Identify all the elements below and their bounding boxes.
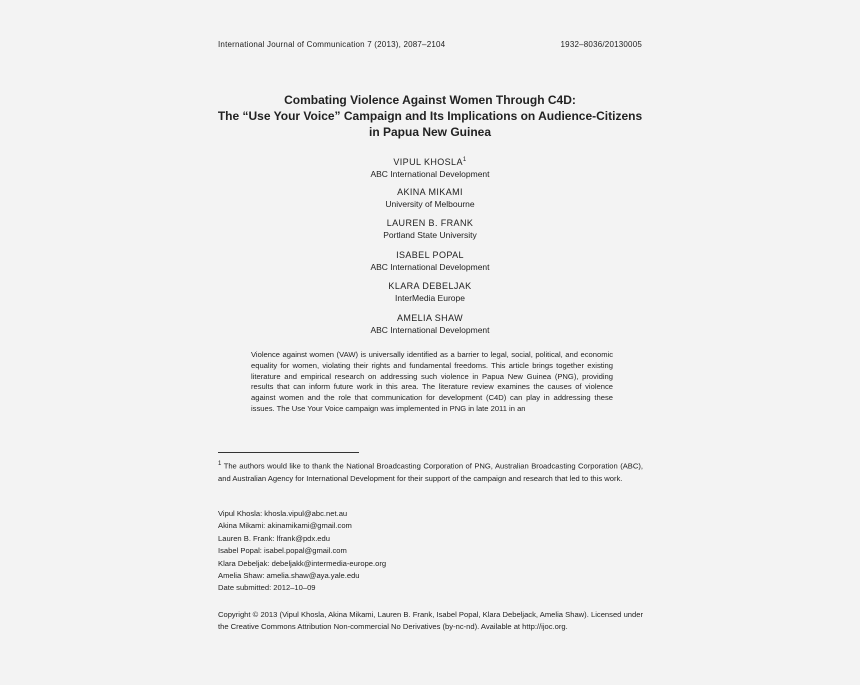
journal-citation: International Journal of Communication 7 (2013), 2087–2104 bbox=[218, 40, 446, 49]
footnote-divider bbox=[218, 452, 359, 453]
author-affiliation: InterMedia Europe bbox=[395, 293, 465, 303]
abstract-text: Violence against women (VAW) is universally identified as a barrier to legal, social, political, and economic equality for women, violating their rights and fundamental freedoms. This article brings together existing literature and empirical research on addressing such violence in Papua New Guinea (PNG), providing results that can inform future work in this area. The literature review examines the causes of violence against women and the role that communication for development (C4D) can play in addressing these issues. The Use Your Voice campaign was implemented in PNG in late 2011 in an bbox=[251, 350, 613, 413]
author-name: LAUREN B. FRANK bbox=[386, 218, 474, 228]
contact-line: Klara Debeljak: debeljakk@intermedia-europe.org bbox=[218, 558, 387, 568]
author-name: AKINA MIKAMI bbox=[397, 186, 463, 197]
author-name: ISABEL POPAL bbox=[396, 249, 464, 260]
title-line-2: The “Use Your Voice” Campaign and Its Implications on Audience-Citizens bbox=[217, 109, 643, 123]
author-affiliation: ABC International Development bbox=[370, 169, 490, 179]
contact-line: Amelia Shaw: amelia.shaw@aya.yale.edu bbox=[218, 571, 360, 581]
author-block bbox=[280, 280, 580, 312]
contact-line: Vipul Khosla: khosla.vipul@abc.net.au bbox=[218, 509, 348, 518]
footnote-marker: 1 bbox=[462, 157, 467, 163]
paper-title bbox=[200, 92, 660, 140]
running-header bbox=[218, 40, 642, 49]
author-block bbox=[280, 249, 580, 281]
contact-line: Lauren B. Frank: lfrank@pdx.edu bbox=[218, 533, 330, 543]
author-block bbox=[280, 312, 580, 344]
footnote-text: The authors would like to thank the National Broadcasting Corporation of PNG, Australian Broadcasting Corporation (ABC), and Australian Agency for International Development for their support of the campaign and research that led to this work. bbox=[218, 461, 643, 483]
contact-line: Isabel Popal: isabel.popal@gmail.com bbox=[218, 546, 347, 556]
author-list bbox=[280, 154, 580, 343]
author-block bbox=[280, 154, 580, 186]
author-contacts bbox=[218, 508, 618, 595]
author-affiliation: University of Melbourne bbox=[385, 198, 475, 209]
copyright-notice: Copyright © 2013 (Vipul Khosla, Akina Mikami, Lauren B. Frank, Isabel Popal, Klara Debeljack, Amelia Shaw). Licensed under the Creative Commons Attribution Non-commercial No Derivatives (by-nc-nd). Available at http://ijoc.org. bbox=[218, 610, 643, 631]
date-submitted: Date submitted: 2012–10–09 bbox=[218, 583, 316, 593]
title-line-1: Combating Violence Against Women Through C4D: bbox=[284, 93, 576, 107]
footnote-marker: 1 bbox=[218, 461, 222, 467]
author-affiliation: ABC International Development bbox=[370, 324, 490, 335]
author-name: AMELIA SHAW bbox=[396, 312, 464, 323]
contact-line: Akina Mikami: akinamikami@gmail.com bbox=[218, 521, 352, 531]
issn: 1932–8036/20130005 bbox=[560, 40, 642, 49]
author-block bbox=[280, 186, 580, 218]
author-affiliation: ABC International Development bbox=[370, 261, 490, 272]
author-name: VIPUL KHOSLA bbox=[393, 157, 463, 167]
footnote bbox=[218, 458, 643, 485]
author-name: KLARA DEBELJAK bbox=[388, 281, 472, 291]
author-block bbox=[280, 217, 580, 249]
title-line-3: in Papua New Guinea bbox=[368, 125, 492, 139]
author-affiliation: Portland State University bbox=[383, 230, 477, 240]
